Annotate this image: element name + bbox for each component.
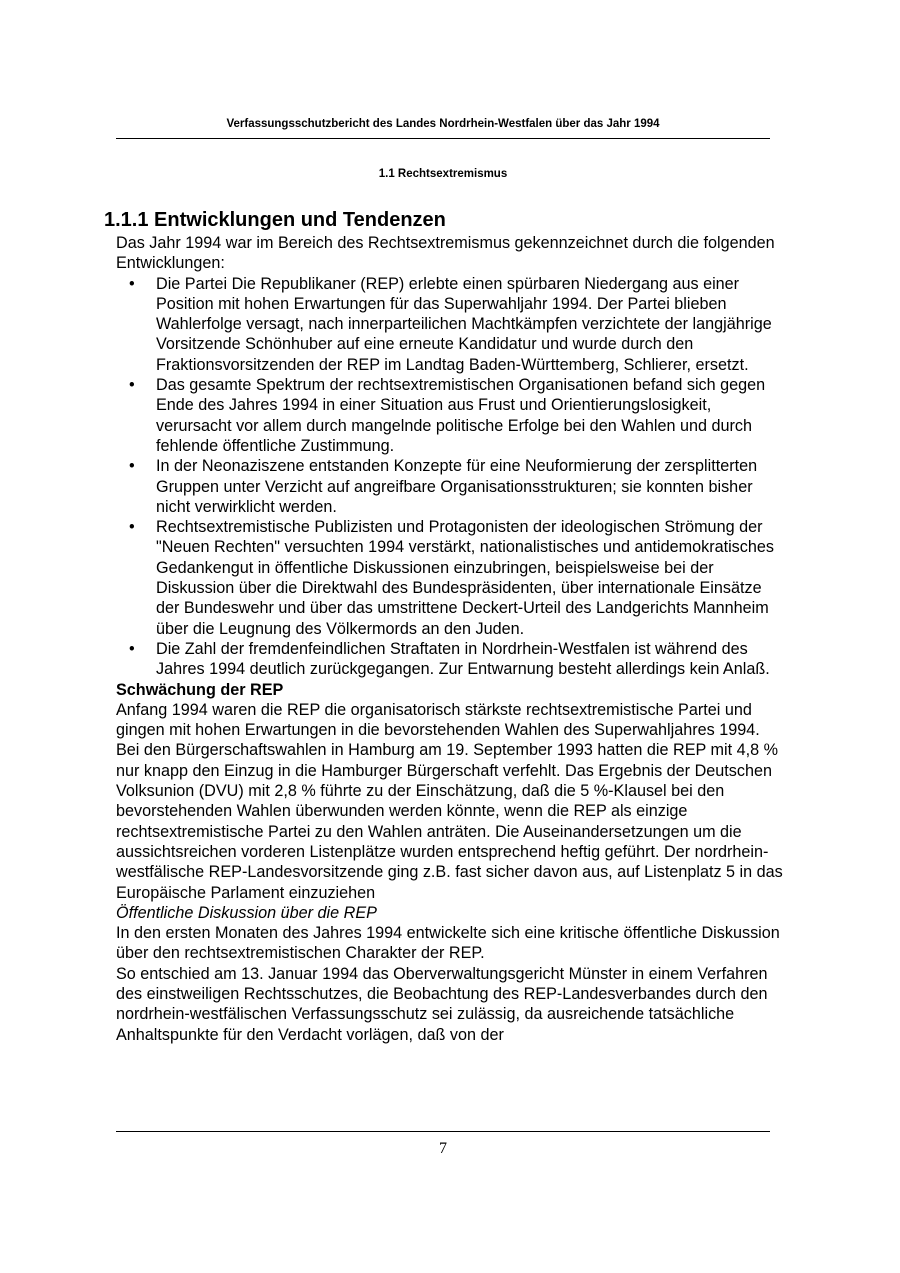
bullet-list	[116, 274, 786, 680]
list-item-text: Die Partei Die Republikaner (REP) erlebte einen spürbaren Niedergang aus einer Position mit hohen Erwartungen für das Superwahljahr 1994. Der Partei blieben Wahlerfolge versagt, nach innerparteilichen Machtkämpfen verzichtete der langjährige Vorsitzende Schönhuber auf eine erneute Kandidatur und wurde durch den Fraktionsvorsitzenden der REP im Landtag Baden-Württemberg, Schlierer, ersetzt.	[156, 274, 772, 374]
section-heading: 1.1.1 Entwicklungen und Tendenzen	[104, 209, 446, 231]
header-rule	[116, 138, 770, 139]
bullet-icon: •	[129, 376, 135, 395]
list-item-text: Rechtsextremistische Publizisten und Protagonisten der ideologischen Strömung der "Neuen Rechten" versuchten 1994 verstärkt, nationalistisches und antidemokratisches Gedankengut in öffentliche Diskussionen einzubringen, beispielsweise bei der Diskussion über die Direktwahl des Bundespräsidenten, über internationale Einsätze der Bundeswehr und über das umstrittene Deckert-Urteil des Landgerichts Mannheim über die Leugnung des Völkermords an den Juden.	[156, 518, 774, 638]
list-item	[116, 639, 786, 680]
list-item-text: In der Neonaziszene entstanden Konzepte für eine Neuformierung der zersplitterten Gruppen unter Verzicht auf angreifbare Organisationsstrukturen; sie konnten bisher nicht verwirklicht werden.	[156, 457, 758, 516]
section-label: 1.1 Rechtsextremismus	[378, 168, 508, 180]
list-item-text: Die Zahl der fremdenfeindlichen Straftaten in Nordrhein-Westfalen ist während des Jahres 1994 deutlich zurückgegangen. Zur Entwarnung besteht allerdings kein Anlaß.	[156, 639, 770, 679]
list-item	[116, 456, 786, 517]
bullet-icon: •	[129, 639, 135, 658]
running-header: Verfassungsschutzbericht des Landes Nordrhein-Westfalen über das Jahr 1994	[226, 118, 660, 130]
bullet-icon: •	[129, 274, 135, 293]
body-paragraph: Anfang 1994 waren die REP die organisatorisch stärkste rechtsextremistische Partei und gingen mit hohen Erwartungen in die bevorstehenden Wahlen des Superwahljahres 1994. Bei den Bürgerschaftswahlen in Hamburg am 19. September 1993 hatten die REP mit 4,8 % nur knapp den Einzug in die Hamburger Bürgerschaft verfehlt. Das Ergebnis der Deutschen Volksunion (DVU) mit 2,8 % führte zu der Einschätzung, daß die 5 %-Klausel bei den bevorstehenden Wahlen überwunden werden könnte, wenn die REP als einzige rechtsextremistische Partei zu den Wahlen anträten. Die Auseinandersetzungen um die aussichtsreichen vorderen Listenplätze wurden entsprechend heftig geführt. Der nordrhein- westfälische REP-Landesvorsitzende ging z.B. fast sicher davon aus, auf Listenplatz 5 in das Europäische Parlament einzuziehen	[116, 700, 783, 902]
main-content	[104, 207, 786, 1045]
bullet-icon: •	[129, 457, 135, 476]
list-item-text: Das gesamte Spektrum der rechtsextremistischen Organisationen befand sich gegen Ende des Jahres 1994 in einer Situation aus Frust und Orientierungslosigkeit, verursacht vor allem durch mangelnde politische Erfolge bei den Wahlen und durch fehlende öffentliche Zustimmung.	[156, 376, 766, 455]
body-paragraph: In den ersten Monaten des Jahres 1994 entwickelte sich eine kritische öffentliche Diskussion über den rechtsextremistischen Charakter der REP.	[116, 924, 780, 963]
body-paragraph: So entschied am 13. Januar 1994 das Oberverwaltungsgericht Münster in einem Verfahren des einstweiligen Rechtsschutzes, die Beobachtung des REP-Landesverbandes durch den nordrhein-westfälischen Verfassungsschutz sei zulässig, da ausreichende tatsächliche Anhaltspunkte für den Verdacht vorlägen, daß von der	[116, 964, 768, 1044]
subheading-rep-weakening: Schwächung der REP	[116, 680, 284, 699]
list-item	[116, 517, 786, 639]
page-number: 7	[439, 1140, 447, 1157]
subheading-public-discussion: Öffentliche Diskussion über die REP	[116, 903, 377, 922]
intro-paragraph: Das Jahr 1994 war im Bereich des Rechtsextremismus gekennzeichnet durch die folgenden Entwicklungen:	[116, 234, 775, 273]
list-item	[116, 274, 786, 375]
bullet-icon: •	[129, 518, 135, 537]
list-item	[116, 375, 786, 456]
footer-rule	[116, 1131, 770, 1132]
